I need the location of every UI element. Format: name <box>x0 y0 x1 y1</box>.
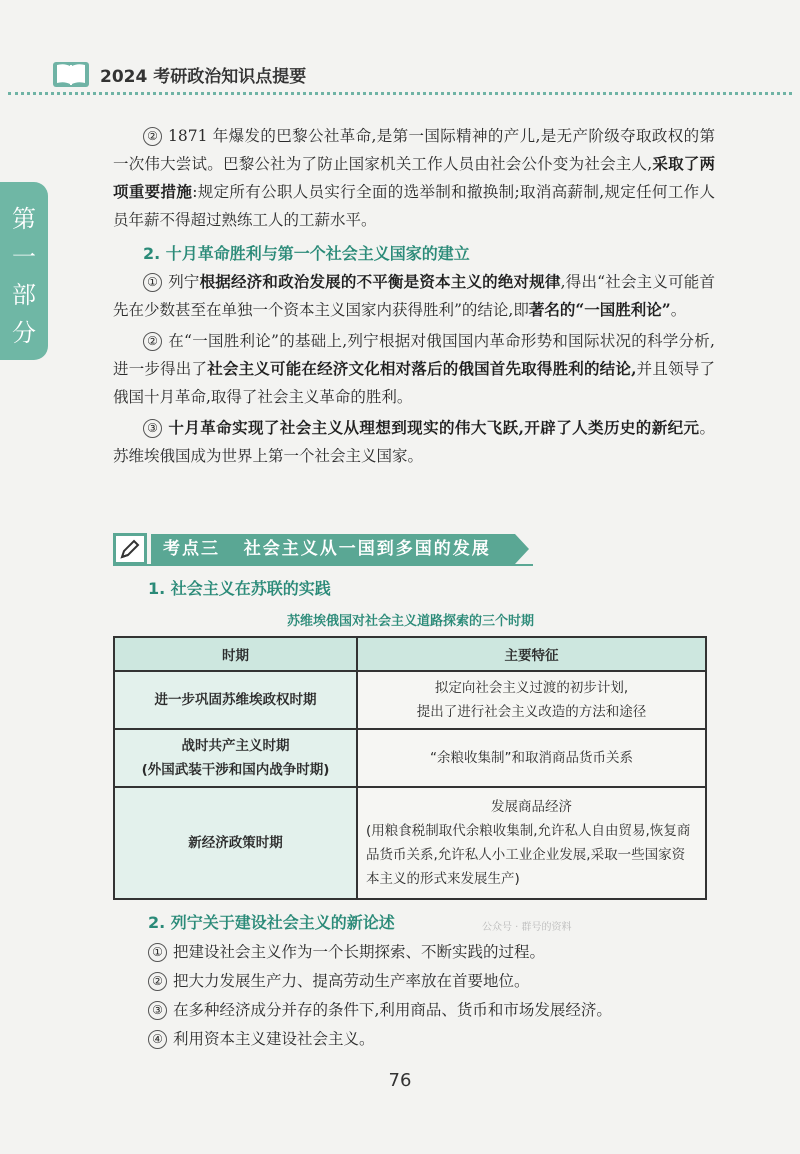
header-divider <box>8 92 792 95</box>
open-book-icon <box>52 59 90 89</box>
list-item: ① 把建设社会主义作为一个长期探索、不断实践的过程。 <box>148 938 612 967</box>
section-heading-lenin: 2. 列宁关于建设社会主义的新论述 <box>148 913 395 932</box>
table-header-row <box>114 637 706 671</box>
kaodian-banner <box>113 532 529 566</box>
column-header-features: 主要特征 <box>357 637 706 671</box>
section-heading-soviet: 1. 社会主义在苏联的实践 <box>148 579 331 598</box>
soviet-periods-table <box>113 636 707 900</box>
period-cell: 进一步巩固苏维埃政权时期 <box>114 671 357 729</box>
pencil-icon <box>113 533 147 565</box>
kaodian-title: 考点三 社会主义从一国到多国的发展 <box>151 534 515 564</box>
paris-commune-paragraph: ② 1871 年爆发的巴黎公社革命,是第一国际精神的产儿,是无产阶级夺取政权的第一次伟大尝试。巴黎公社为了防止国家机关工作人员由社会公仆变为社会主人,采取了两项重要措施:规定所有公职人员实行全面的选举制和撤换制;取消高薪制,规定任何工作人员年薪不得超过熟练工人的工薪水平。 <box>113 127 715 229</box>
page-number: 76 <box>388 1070 412 1091</box>
table-row <box>114 787 706 899</box>
column-header-period: 时期 <box>114 637 357 671</box>
table-row <box>114 729 706 787</box>
table-row <box>114 671 706 729</box>
october-paragraph-3: ③ 十月革命实现了社会主义从理想到现实的伟大飞跃,开辟了人类历史的新纪元。苏维埃俄国成为世界上第一个社会主义国家。 <box>113 418 715 465</box>
table-caption: 苏维埃俄国对社会主义道路探索的三个时期 <box>286 614 534 629</box>
feature-cell: 拟定向社会主义过渡的初步计划, 提出了进行社会主义改造的方法和途径 <box>357 671 706 729</box>
period-cell: 新经济政策时期 <box>114 787 357 899</box>
lenin-points-list <box>148 938 612 1054</box>
feature-cell: “余粮收集制”和取消商品货币关系 <box>357 729 706 787</box>
list-item: ② 把大力发展生产力、提高劳动生产率放在首要地位。 <box>148 967 612 996</box>
watermark: 公众号 · 群号的资料 <box>482 922 572 933</box>
book-title: 2024 考研政治知识点提要 <box>100 66 307 87</box>
feature-cell: 发展商品经济 (用粮食税制取代余粮收集制,允许私人自由贸易,恢复商品货币关系,允许私人小工业企业发展,采取一些国家资本主义的形式来发展生产) <box>357 787 706 899</box>
banner-underline <box>113 564 533 566</box>
october-paragraph-1: ① 列宁根据经济和政治发展的不平衡是资本主义的绝对规律,得出“社会主义可能首先在少数甚至在单独一个资本主义国家内获得胜利”的结论,即著名的“一国胜利论”。 <box>113 272 715 319</box>
section-heading-october: 2. 十月革命胜利与第一个社会主义国家的建立 <box>143 244 470 263</box>
banner-arrow <box>515 534 529 564</box>
list-item: ③ 在多种经济成分并存的条件下,利用商品、货币和市场发展经济。 <box>148 996 612 1025</box>
page-header <box>52 56 752 92</box>
part-side-tab: 第 一 部 分 <box>0 182 48 360</box>
list-item: ④ 利用资本主义建设社会主义。 <box>148 1025 612 1054</box>
upper-content <box>113 122 715 470</box>
period-cell: 战时共产主义时期 (外国武装干涉和国内战争时期) <box>114 729 357 787</box>
october-paragraph-2: ② 在“一国胜利论”的基础上,列宁根据对俄国国内革命形势和国际状况的科学分析,进一步得出了社会主义可能在经济文化相对落后的俄国首先取得胜利的结论,并且领导了俄国十月革命,取得了社会主义革命的胜利。 <box>113 332 715 406</box>
